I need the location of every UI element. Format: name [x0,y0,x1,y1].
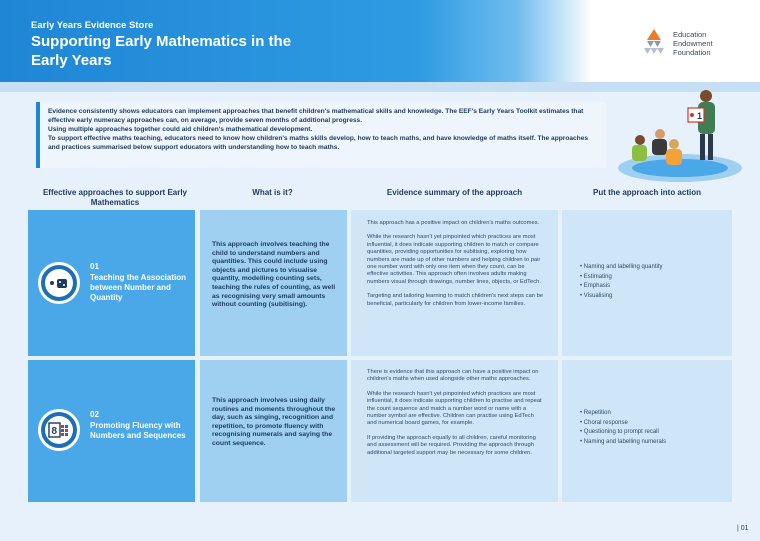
intro-paragraph: Using multiple approaches together could aid children's mathematical development. [48,126,313,133]
approach-number: 02 [90,410,99,419]
action-cell [562,360,732,502]
evidence-paragraph: This approach has a positive impact on children's maths outcomes. [367,220,540,226]
action-item: • Naming and labelling numerals [580,438,666,448]
svg-text:8: 8 [51,426,58,437]
approach-icon-badge [38,409,80,451]
action-item: • Naming and labelling quantity [580,263,663,273]
evidence-paragraph: While the research hasn't yet pinpointed which practices are most influential, it does indicate supporting children to match or compare quantities, providing opportunities for subitising, exploring how numbers are made up of other numbers and helping children to pair one number word with only one item when they count, can be effective activities. This approach often involves adults making numbers visual through drawings, number lines, objects, or EdTech. [367,234,541,285]
column-header-evidence: Evidence summary of the approach [386,188,523,197]
approach-title: Teaching the Association between Number and Quantity [90,273,187,302]
evidence-paragraph: If providing the approach equally to all children, careful monitoring and assessment will be required. Providing the approach through additional targeted support may be necessary for some children. [367,434,536,456]
column-header-action: Put the approach into action [592,188,701,197]
approach-number: 01 [90,262,99,271]
page-number-value: 01 [740,525,749,532]
action-item: • Repetition [580,409,666,419]
what-text: This approach involves using daily routines and moments throughout the day, such as singing, recognition and repetition, to promote fluency with recognising numerals and saying the count sequence. [212,397,336,447]
what-cell [200,360,347,502]
logo-line: Foundation [673,48,711,57]
action-item: • Choral response [580,419,666,429]
evidence-text [367,220,545,315]
action-list [580,263,663,301]
logo-line: Education [673,30,707,39]
approach-icon-badge [38,262,80,304]
number-board-icon [45,416,73,444]
approach-cell [28,360,195,502]
what-text: This approach involves teaching the child to understand numbers and quantities. This could include using objects and pictures to visualise quantity, modelling counting sets, teaching the rules of counting, as well as recognising very small amounts without counting (subitising). [212,241,336,309]
eef-logo-text [673,30,713,57]
evidence-paragraph: While the research hasn't yet pinpointed which practices are most influential, it does indicate supporting children to practise and repeat the count sequence and match a number word or name with a number symbol are effective. Children can practise using EdTech and numerical board games, for example. [367,390,542,427]
intro-paragraph: Evidence consistently shows educators can implement approaches that benefit children's mathematical skills and knowledge. The EEF's Early Years Toolkit estimates that effective early numeracy approaches can, on average, provide seven months of additional progress. [48,108,584,124]
evidence-cell [351,210,558,356]
intro-panel [36,102,606,168]
header-kicker: Early Years Evidence Store [31,20,154,31]
dots-quantity-icon [45,269,73,297]
evidence-cell [351,360,558,502]
page-number: | 01 [737,525,749,532]
evidence-paragraph: Targeting and tailoring learning to match children's next steps can be beneficial, particularly for children from lower-income families. [367,293,544,307]
column-header-approaches: Effective approaches to support Early Mathematics [42,188,188,207]
action-item: • Estimating [580,273,663,283]
eef-logo [640,28,750,60]
evidence-paragraph: There is evidence that this approach can have a positive impact on children's maths when used alongside other maths approaches. [367,369,539,383]
page-title: Supporting Early Mathematics in the Early Years [31,33,292,69]
action-list [580,409,666,447]
logo-line: Endowment [673,39,713,48]
column-header-what: What is it? [252,188,293,197]
eef-logo-icon [640,28,668,56]
evidence-text [367,369,545,464]
action-item: • Emphasis [580,282,663,292]
approach-cell [28,210,195,356]
what-cell [200,210,347,356]
action-item: • Visualising [580,292,663,302]
illustration-number-card: 1 [697,111,703,121]
intro-paragraph: To support effective maths teaching, educators need to know how children's maths skills develop, how to teach maths, and have knowledge of maths itself. The approaches and practices summarised below support educators with understanding how to teach maths. [48,135,589,151]
teacher-children-illustration [612,88,752,188]
approach-title: Promoting Fluency with Numbers and Sequences [90,421,186,440]
action-cell [562,210,732,356]
action-item: • Questioning to prompt recall [580,428,666,438]
